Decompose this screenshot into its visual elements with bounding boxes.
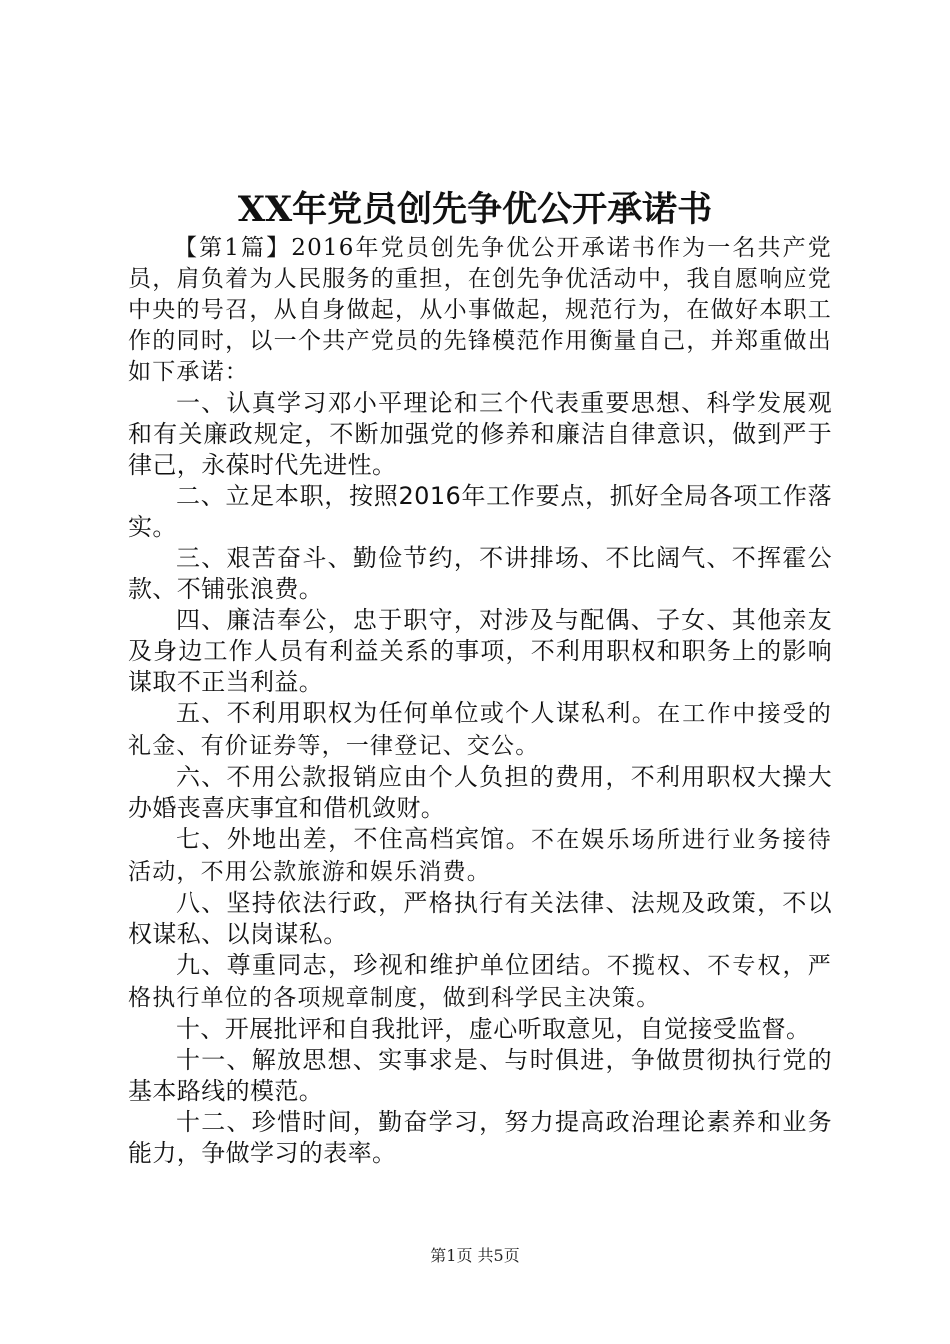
intro-paragraph: 【第1篇】2016年党员创先争优公开承诺书作为一名共产党员，肩负着为人民服务的重担，在创先争优活动中，我自愿响应党中央的号召，从自身做起，从小事做起，规范行为，在做好本职工作的同时，以一个共产党员的先锋模范作用衡量自己，并郑重做出如下承诺：	[128, 235, 832, 385]
commitment-6	[128, 762, 832, 824]
commitment-1	[128, 388, 832, 481]
commitment-5	[128, 698, 832, 762]
commitment-text: 四、廉洁奉公，忠于职守，对涉及与配偶、子女、其他亲友及身边工作人员有利益关系的事项，不利用职权和职务上的影响谋取不正当利益。	[128, 606, 832, 696]
commitment-text: 三、艰苦奋斗、勤俭节约，不讲排场、不比阔气、不挥霍公款、不铺张浪费。	[128, 544, 832, 603]
commitment-2	[128, 481, 832, 543]
commitment-3	[128, 543, 832, 605]
commitment-tail: 不在娱乐场所进行业务接待活动，不用公款旅游和娱乐消费。	[128, 827, 832, 885]
commitment-text: 一、认真学习邓小平理论和三个代表重要思想、科学发展观和有关廉政规定，不断加强党的修养和廉洁自律意识，做到严于律己，永葆时代先进性。	[128, 389, 832, 479]
commitment-text: 二、立足本职，按照2016年工作要点，抓好全局各项工作落实。	[128, 482, 832, 541]
commitment-11	[128, 1045, 832, 1107]
commitment-4	[128, 605, 832, 698]
commitment-text: 八、坚持依法行政，严格执行有关法律、法规及政策，不以权谋私、以岗谋私。	[128, 889, 832, 948]
commitment-tail: 不揽权、不专权，严格执行单位的各项规章制度，做到科学民主决策。	[128, 953, 832, 1011]
commitment-text: 七、外地出差，不住高档宾馆。	[176, 825, 532, 853]
commitment-text: 六、不用公款报销应由个人负担的费用，不利用职权大操大办婚丧喜庆事宜和借机敛财。	[128, 763, 832, 822]
document-title: XX年党员创先争优公开承诺书	[237, 189, 713, 230]
commitment-10	[128, 1014, 832, 1045]
commitment-text: 五、不利用职权为任何单位或个人谋私利。	[176, 699, 658, 727]
commitment-7	[128, 824, 832, 888]
page-footer: 第1页 共5页	[430, 1246, 520, 1265]
commitment-text: 十二、珍惜时间，勤奋学习，努力提高政治理论素养和业务能力，争做学习的表率。	[128, 1108, 832, 1167]
commitment-text: 十、开展批评和自我批评，虚心听取意见，自觉接受监督。	[176, 1015, 811, 1043]
commitment-9	[128, 950, 832, 1014]
commitment-tail: 在工作中接受的礼金、有价证券等，一律登记、交公。	[128, 701, 832, 759]
document-body	[128, 233, 832, 1169]
commitment-12	[128, 1107, 832, 1169]
commitment-text: 九、尊重同志，珍视和维护单位团结。	[176, 951, 607, 979]
commitment-8	[128, 888, 832, 950]
commitment-text: 十一、解放思想、实事求是、与时俱进，争做贯彻执行党的基本路线的模范。	[128, 1046, 832, 1105]
